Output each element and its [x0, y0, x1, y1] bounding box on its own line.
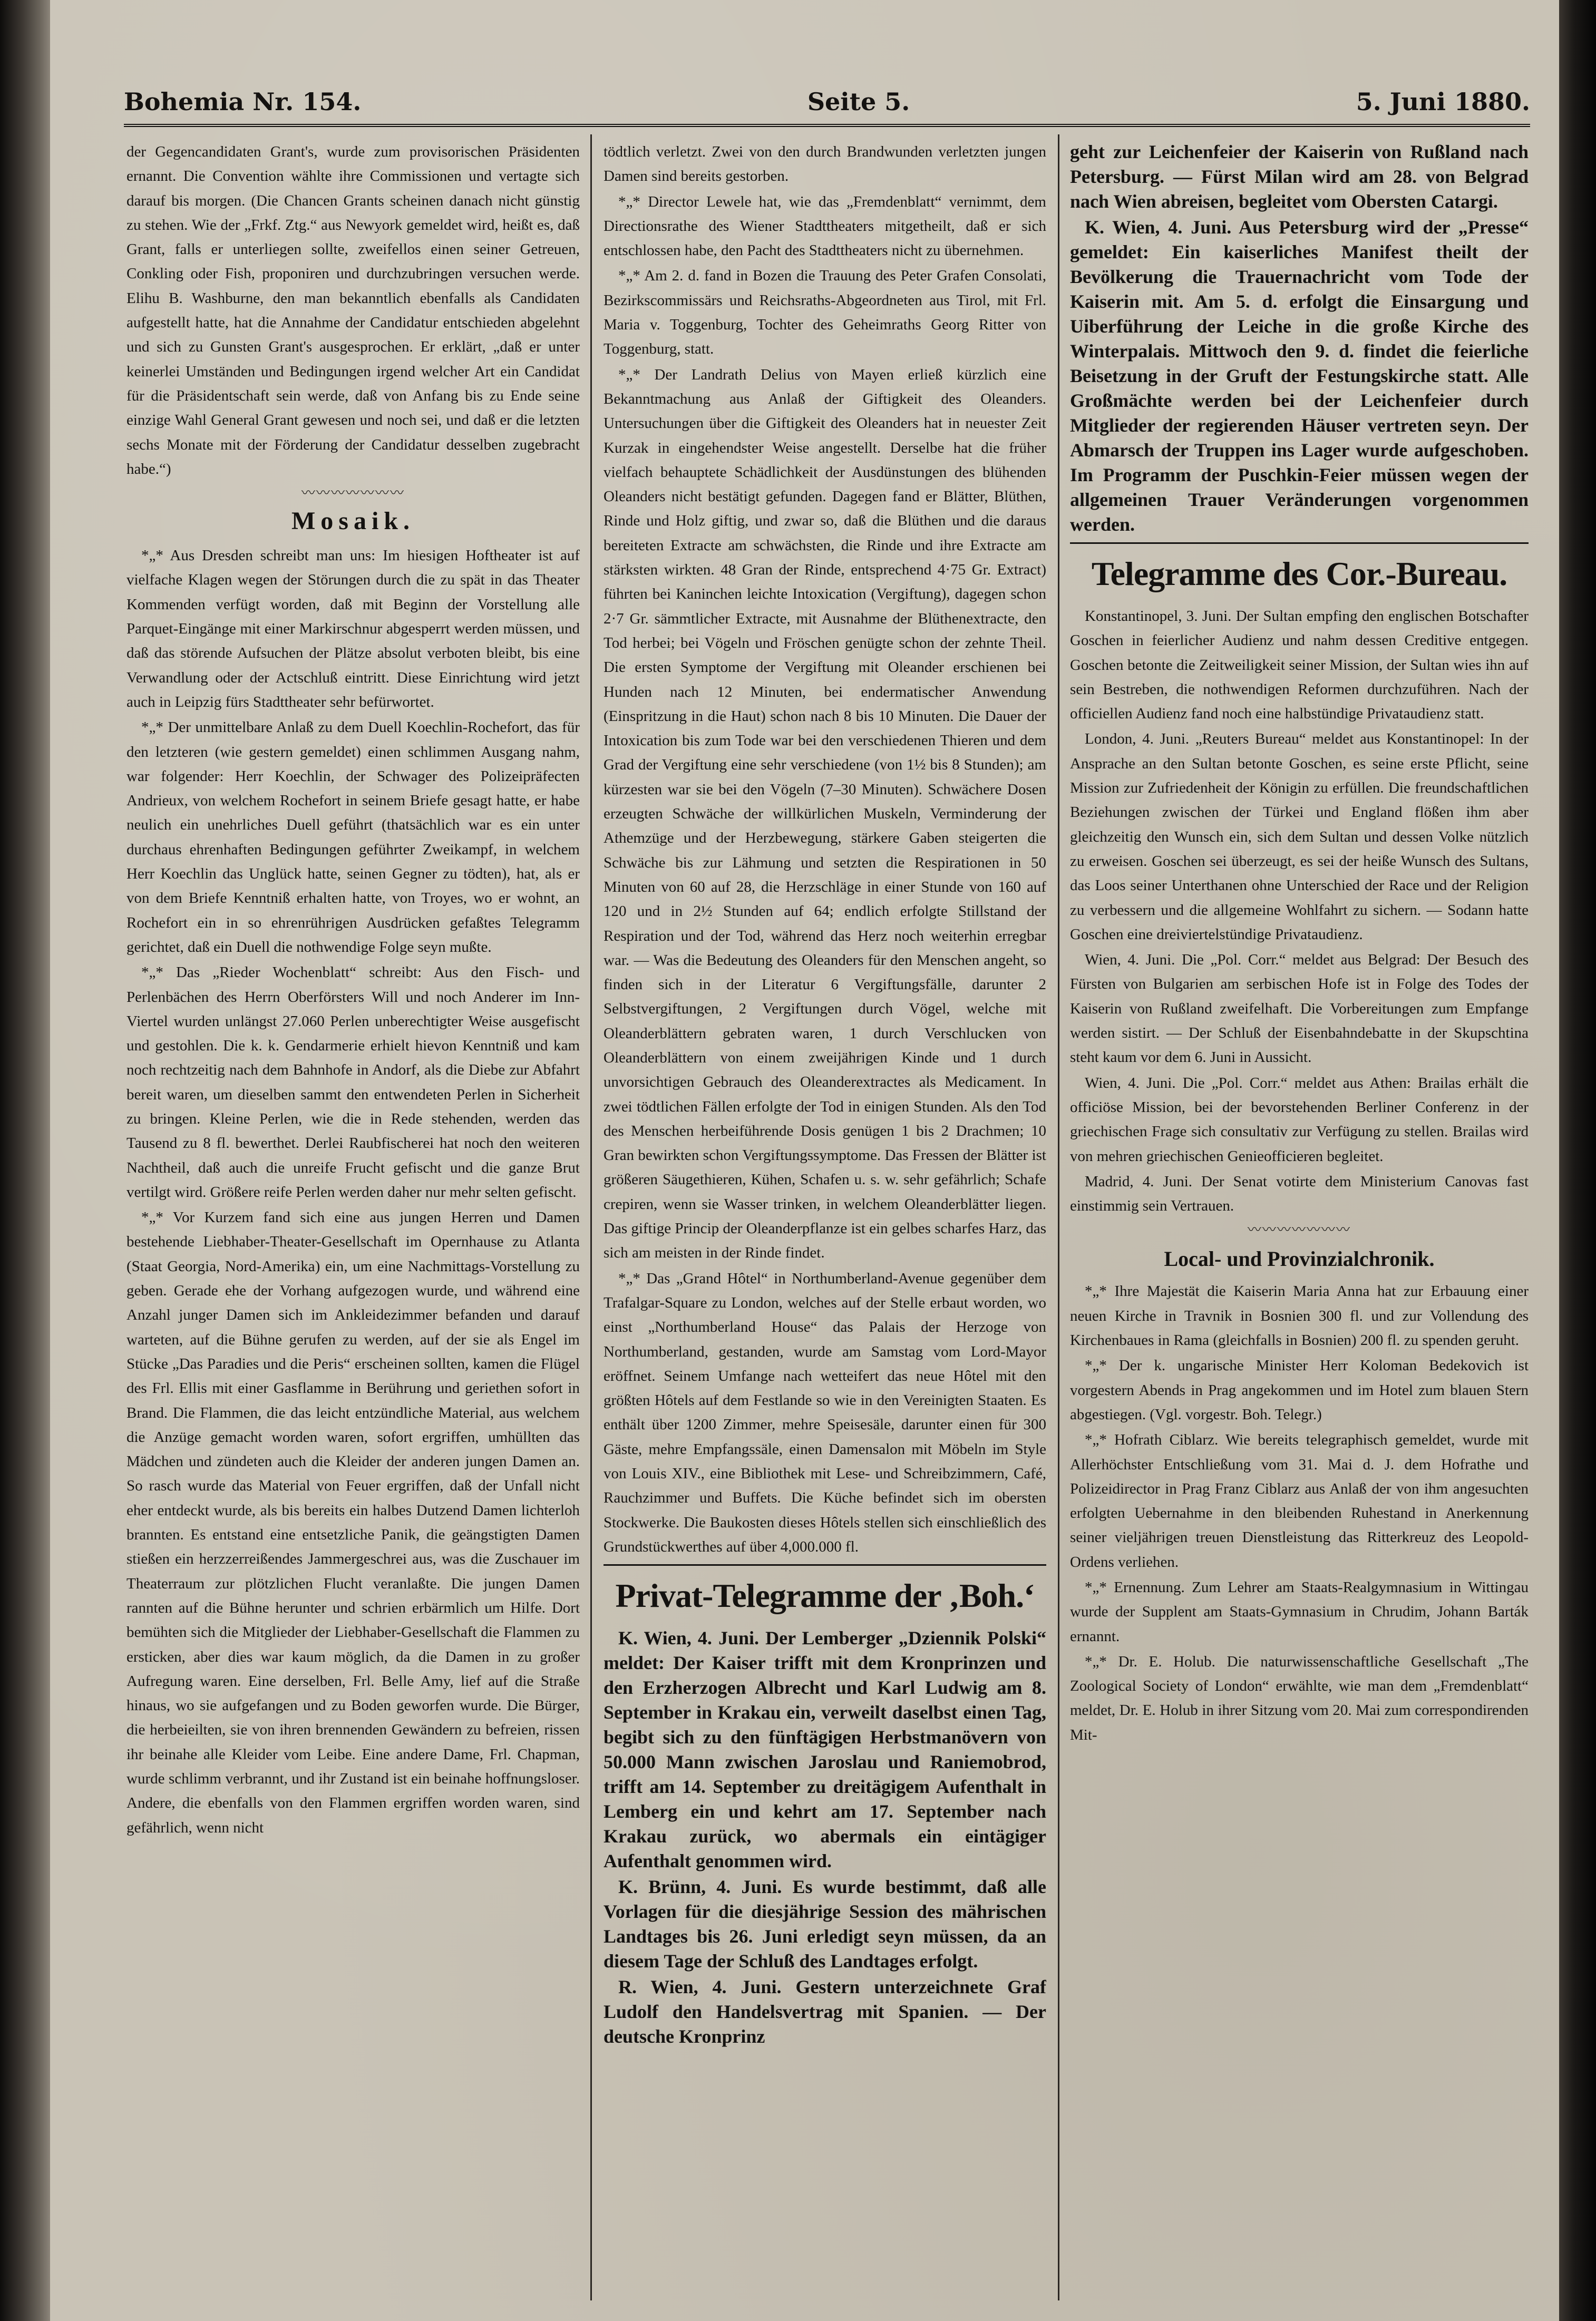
article-trauung-bozen: *„* Am 2. d. fand in Bozen die Trauung des Peter Grafen Consolati, Bezirkscommissärs und Reichsraths-Abgeordneten aus Tirol, mit Frl. Maria v. Toggenburg, Tochter des Geheimraths Georg Ritter von Toggenburg, statt.: [604, 267, 1046, 358]
article-grand-hotel: *„* Das „Grand Hôtel“ in Northumberland-Avenue gegenüber dem Trafalgar-Square zu London, welches auf der Stelle erbaut worden, wo einst „Northumberland House“ das Palais der Herzoge von Northumberland, gestanden, wurde am Samstag vom Lord-Mayor eröffnet. Seinem Umfange nach wetteifert das neue Hôtel mit den größten Hôtels auf dem Festlande so wie in den Vereinigten Staaten. Es enthält über 1200 Zimmer, mehre Speisesäle, darunter einen für 300 Gäste, mehre Empfangssäle, einen Damensalon mit Möbeln im Style von Louis XIV., eine Bibliothek mit Lese- und Schreibzimmern, Café, Rauchzimmer und Buffets. Die Küche befindet sich im obersten Stockwerke. Die Baukosten dieses Hôtels stellen sich einschließlich des Grundstückwerthes auf über 4,000.000 fl.: [604, 1270, 1046, 1555]
publication-issue: Bohemia Nr. 154.: [124, 87, 362, 116]
article-dresden-theater: *„* Aus Dresden schreibt man uns: Im hiesigen Hoftheater ist auf vielfache Klagen wegen der Störungen durch die zu spät in das Theater Kommenden verfügt worden, daß mit Beginn der Vorstellung alle Parquet-Eingänge mit einer Markirschnur abgesperrt werden müssen, und daß das störende Aufsuchen der Plätze absolut verboten bleibt, bis eine Verwandlung oder der Actschluß eintritt. Diese Einrichtung wird jetzt auch in Leipzig fürs Stadttheater sehr befürwortet.: [126, 547, 580, 710]
local-kaiserin-spende: *„* Ihre Majestät die Kaiserin Maria Anna hat zur Erbauung einer neuen Kirche in Travnik in Bosnien 300 fl. und zur Vollendung des Kirchenbaues in Rama (gleichfalls in Bosnien) 200 fl. zu spenden geruht.: [1070, 1283, 1529, 1349]
ornament-divider: 〰〰〰〰〰〰〰: [1247, 1222, 1351, 1238]
section-title-mosaik: Mosaik.: [291, 507, 415, 535]
column-2: [604, 140, 1046, 2293]
telegram-wien-athen: Wien, 4. Juni. Die „Pol. Corr.“ meldet aus Athen: Brailas erhält die officiöse Mission, bei der bevorstehenden Berliner Conferenz in der griechischen Frage sich consultativ zur Verfügung zu stellen. Brailas wird von mehren griechischen Genieofficieren begleitet.: [1070, 1074, 1529, 1165]
telegram-madrid: Madrid, 4. Juni. Der Senat votirte dem Ministerium Canovas fast einstimmig sein Vertrauen.: [1070, 1173, 1529, 1215]
column-1: [126, 140, 580, 2293]
section-rule: [604, 1564, 1046, 1566]
telegram-wien-belgrad: Wien, 4. Juni. Die „Pol. Corr.“ meldet aus Belgrad: Der Besuch des Fürsten von Bulgarien am serbischen Hofe ist in Folge des Todes der Kaiserin von Rußland zweifelhaft. Die Vorbereitungen zum Empfange werden sistirt. — Der Schluß der Eisenbahndebatte in der Skupschtina steht kaum vor dem 6. Juni in Aussicht.: [1070, 951, 1529, 1066]
heading-privat-telegramme: Privat-Telegramme der ‚Boh.‘: [615, 1577, 1035, 1615]
scan-edge-left: [0, 0, 50, 2321]
telegram-wien-krakau: K. Wien, 4. Juni. Der Lemberger „Dziennik Polski“ meldet: Der Kaiser trifft mit dem Kronprinzen und den Erzherzogen Albrecht und Karl Ludwig am 8. September in Krakau ein, verweilt daselbst einen Tag, begibt sich zu den fünftägigen Herbstmanövern von 50.000 Mann zwischen Jaroslau und Raniemobrod, trifft am 14. September zu dreitägigem Aufenthalt in Lemberg ein und kehrt am 17. September nach Krakau zurück, wo abermals ein eintägiger Aufenthalt genommen wird.: [604, 1627, 1046, 1872]
telegram-konstantinopel: Konstantinopel, 3. Juni. Der Sultan empfing den englischen Botschafter Goschen in feierlicher Audienz und nahm dessen Creditive entgegen. Goschen betonte die Zeitweiligkeit seiner Mission, der Sultan wies ihn auf sein Bestreben, die nothwendigen Reformen durchzuführen. Nach der officiellen Audienz fand noch eine halbstündige Privataudienz statt.: [1070, 608, 1529, 723]
page-header: [124, 79, 1530, 127]
local-ernennung: *„* Ernennung. Zum Lehrer am Staats-Realgymnasium in Wittingau wurde der Supplent am Staats-Gymnasium in Chrudim, Johann Barták ernannt.: [1070, 1578, 1529, 1645]
page-number: Seite 5.: [807, 87, 910, 116]
column-rule-2: [1058, 134, 1059, 2300]
section-rule: [1070, 542, 1529, 544]
publication-date: 5. Juni 1880.: [1356, 87, 1530, 116]
scan-edge-right: [1559, 0, 1596, 2321]
local-minister-bedekovich: *„* Der k. ungarische Minister Herr Koloman Bedekovich ist vorgestern Abends in Prag angekommen und im Hotel zum blauen Stern abgestiegen. (Vgl. vorgestr. Boh. Telegr.): [1070, 1357, 1529, 1423]
article-grant-convention: der Gegencandidaten Grant's, wurde zum provisorischen Präsidenten ernannt. Die Convention wählte ihre Commissionen und vertagte sich darauf bis morgen. (Die Chancen Grants scheinen danach nicht günstig zu stehen. Wie der „Frkf. Ztg.“ aus Newyork gemeldet wird, heißt es, daß Grant, falls er unterliegen sollte, zweifellos einen seiner Getreuen, Conkling oder Fish, proponiren und durchzubringen versuchen werde. Elihu B. Washburne, den man bekanntlich ebenfalls als Candidaten aufgestellt hatte, hat die Annahme der Candidatur entschieden abgelehnt und sich zu Gunsten Grant's ausgesprochen. Er erklärt, „daß er unter keinerlei Umständen und Bedingungen irgend welcher Art ein Candidat für die Präsidentschaft sein werde, daß von Anfang bis zu Ende seine einzige Wahl General Grant gewesen und noch sei, und daß er die letzten sechs Monate mit der Förderung der Candidatur desselben zugebracht habe.“): [126, 143, 580, 477]
ornament-divider: 〰〰〰〰〰〰〰: [301, 485, 405, 501]
local-dr-holub: *„* Dr. E. Holub. Die naturwissenschaftliche Gesellschaft „The Zoological Society of London“ erwählte, wie man dem „Fremdenblatt“ meldet, Dr. E. Holub in ihrer Sitzung vom 20. Mai zum correspondirenden Mit-: [1070, 1653, 1529, 1743]
telegram-leichenfeier: geht zur Leichenfeier der Kaiserin von Rußland nach Petersburg. — Fürst Milan wird am 28. von Belgrad nach Wien abreisen, begleitet vom Obersten Catargi.: [1070, 141, 1529, 212]
article-director-lewele: *„* Director Lewele hat, wie das „Fremdenblatt“ vernimmt, dem Directionsrathe des Wiener Stadttheaters mitgetheilt, daß er sich entschlossen habe, den Pacht des Stadttheaters nicht zu übernehmen.: [604, 193, 1046, 259]
telegram-petersburg: K. Wien, 4. Juni. Aus Petersburg wird der „Presse“ gemeldet: Ein kaiserliches Manifest theilt der Bevölkerung die Trauernachricht vom Tode der Kaiserin mit. Am 5. d. erfolgt die Einsargung und Uiberführung der Leiche in die große Kirche des Winterpalais. Mittwoch den 9. d. findet die feierliche Beisetzung in der Gruft der Festungskirche statt. Alle Großmächte werden bei der Leichenfeier durch Mitglieder der regierenden Häuser vertreten seyn. Der Abmarsch der Truppen ins Lager wurde aufgeschoben. Im Programm der Puschkin-Feier müssen wegen der allgemeinen Trauer Veränderungen vorgenommen werden.: [1070, 217, 1529, 535]
telegram-wien-spanien: R. Wien, 4. Juni. Gestern unterzeichnete Graf Ludolf den Handelsvertrag mit Spanien. — Der deutsche Kronprinz: [604, 1976, 1046, 2047]
telegram-bruenn: K. Brünn, 4. Juni. Es wurde bestimmt, daß alle Vorlagen für die diesjährige Session des mährischen Landtages bis 26. Juni erledigt seyn müssen, da an diesem Tage der Schluß des Landtages erfolgt.: [604, 1876, 1046, 1972]
heading-localchronik: Local- und Provinzialchronik.: [1164, 1247, 1435, 1271]
telegram-london: London, 4. Juni. „Reuters Bureau“ meldet aus Konstantinopel: In der Ansprache an den Sultan betonte Goschen, es seine erste Pflicht, seine Mission zur Zufriedenheit der Königin zu erfüllen. Die freundschaftlichen Beziehungen zwischen der Türkei und England flößen ihm aber gleichzeitig den Wunsch ein, sich dem Sultan und dessen Volke nützlich zu erweisen. Goschen sei überzeugt, es sei der heiße Wunsch des Sultans, das Loos seiner Unterthanen ohne Unterschied der Race und der Religion zu verbessern und die allgemeine Wohlfahrt zu sichern. — Sodann hatte Goschen eine dreiviertelstündige Privataudienz.: [1070, 730, 1529, 943]
article-perlen: *„* Das „Rieder Wochenblatt“ schreibt: Aus den Fisch- und Perlenbächen des Herrn Oberförsters Will und noch Anderer im Inn-Viertel wurden unlängst 27.060 Perlen unberechtigter Weise ausgefischt und gestohlen. Die k. k. Gendarmerie erhielt hievon Kenntniß und kam noch rechtzeitig nach dem Bahnhofe in Andorf, als die Diebe zur Abfahrt bereit waren, um dieselben sammt den entwendeten Perlen in Sicherheit zu bringen. Kleine Perlen, wie die in Rede stehenden, werden das Tausend zu 8 fl. bewerthet. Derlei Raubfischerei hat noch den weiteren Nachtheil, daß auch die unreife Frucht gefischt und die ganze Brut vertilgt wird. Größere reife Perlen werden daher nur mehr selten gefischt.: [126, 964, 580, 1201]
article-duel-koechlin: *„* Der unmittelbare Anlaß zu dem Duell Koechlin-Rochefort, das für den letzteren (wie gestern gemeldet) einen schlimmen Ausgang nahm, war folgender: Herr Koechlin, der Schwager des Polizeipräfecten Andrieux, von welchem Rochefort in seinem Briefe gesagt hatte, er habe neulich ein unehrliches Duell geführt (thatsächlich war es ein unter durchaus ehrenhaften Bedingungen geführter Zweikampf, in welchem Herr Koechlin das Unglück hatte, seinen Gegner zu tödten), hat, als er von dem Briefe Kenntniß erhalten hatte, von Troyes, wo er wohnt, an Rochefort ein in so ehrenrührigen Ausdrücken gefaßtes Telegramm gerichtet, daß ein Duell die nothwendige Folge seyn mußte.: [126, 719, 580, 955]
column-3: [1070, 140, 1529, 2293]
newspaper-page: [50, 0, 1559, 2321]
column-rule-1: [590, 134, 592, 2300]
article-atlanta-fire-cont: tödtlich verletzt. Zwei von den durch Brandwunden verletzten jungen Damen sind bereits gestorben.: [604, 143, 1046, 185]
heading-cor-bureau: Telegramme des Cor.-Bureau.: [1091, 555, 1507, 592]
local-hofrath-ciblarz: *„* Hofrath Ciblarz. Wie bereits telegraphisch gemeldet, wurde mit Allerhöchster Entschließung vom 31. Mai d. J. dem Hofrathe und Polizeidirector in Prag Franz Ciblarz aus Anlaß der von ihm angesuchten erfolgten Uebernahme in den bleibenden Ruhestand in Anerkennung seiner vieljährigen treuen Dienstleistung das Ritterkreuz des Leopold-Ordens verliehen.: [1070, 1431, 1529, 1571]
article-atlanta-fire: *„* Vor Kurzem fand sich eine aus jungen Herren und Damen bestehende Liebhaber-Theater-Gesellschaft im Opernhause zu Atlanta (Staat Georgia, Nord-Amerika) ein, um eine Nachmittags-Vorstellung zu geben. Gerade ehe der Vorhang aufgezogen wurde, und während eine Anzahl junger Damen sich im Ankleidezimmer befanden und darauf warteten, auf die Bühne gerufen zu werden, auf der sie als Engel im Stücke „Das Paradies und die Peris“ erscheinen sollten, kamen die Flügel des Frl. Ellis mit einer Gasflamme in Berührung und geriethen sofort in Brand. Die Flammen, die das leicht entzündliche Material, aus welchem die Anzüge gemacht worden waren, sofort ergriffen, umhüllten das Mädchen und zündeten auch die Kleider der anderen jungen Damen an. So rasch wurde das Material von Feuer ergriffen, daß der Unfall nicht eher entdeckt wurde, als bis bereits ein halbes Dutzend Damen lichterloh brannten. Es entstand eine entsetzliche Panik, die geängstigten Damen stießen ein herzzerreißendes Jammergeschrei aus, was die Zuschauer im Theaterraum zur plötzlichen Flucht veranlaßte. Die jungen Damen rannten auf die Bühne herunter und schrien erbärmlich um Hilfe. Dort bemühten sich die Mitglieder der Liebhaber-Gesellschaft die Flammen zu ersticken, aber dies war kaum möglich, da die Damen in zu großer Aufregung waren. Eine derselben, Frl. Belle Amy, lief auf die Straße hinaus, wo sie aufgefangen und zu Boden geworfen wurde. Die Bürger, die herbeieilten, sie von ihren brennenden Gewändern zu befreien, rissen ihr beinahe alle Kleider vom Leibe. Eine andere Dame, Frl. Chapman, wurde schlimm verbrannt, und ihr Zustand ist ein beinahe hoffnungsloser. Andere, die ebenfalls von den Flammen ergriffen worden waren, sind gefährlich, wenn nicht: [126, 1209, 580, 1836]
article-oleander: *„* Der Landrath Delius von Mayen erließ kürzlich eine Bekanntmachung aus Anlaß der Giftigkeit des Oleanders. Untersuchungen über die Giftigkeit des Oleanders hat in neuester Zeit Kurzak in eingehendster Weise angestellt. Derselbe hat die früher vielfach behauptete Schädlichkeit der Ausdünstungen des blühenden Oleanders nicht bestätigt gefunden. Dagegen fand er Blätter, Blüthen, Rinde und Holz giftig, und zwar so, daß die Blüthen und die daraus bereiteten Extracte am schwächsten, die Rinde und ihre Extracte am stärksten wirkten. 48 Gran der Rinde, entsprechend 4·75 Gr. Extract) führten bei Kaninchen leichte Intoxication (Vergiftung), dagegen schon 2·7 Gr. sämmtlicher Extracte, mit Ausnahme der Blüthenextracte, den Tod herbei; bei Vögeln und Fröschen genügte schon der zehnte Theil. Die ersten Symptome der Vergiftung mit Oleander erschienen bei Hunden nach 12 Minuten, bei endermatischer Anwendung (Einspritzung in die Haut) schon nach 8 bis 10 Minuten. Die Dauer der Intoxication bis zum Tode war bei den verschiedenen Thieren und dem Grad der Vergiftung eine sehr verschiedene (von 1½ bis 8 Stunden); am kürzesten war sie bei den Vögeln (7–30 Minuten). Schwächere Dosen erzeugten Schwäche der willkürlichen Muskeln, Verminderung der Athemzüge und der Herzbewegung, stärkere Gaben steigerten die Schwäche bis zur Lähmung und setzten die Respirationen in 50 Minuten von 60 auf 28, die Herzschläge in einer Stunde von 160 auf 120 und in 2½ Stunden auf 64; endlich erfolgte Stillstand der Respiration und der Tod, während das Herz noch weiterhin erregbar war. — Was die Bedeutung des Oleanders für den Menschen angeht, so finden sich in der Literatur 6 Vergiftungsfälle, darunter 2 Selbstvergiftungen, 2 Vergiftungen durch Vögel, welche mit Oleanderblättern gebraten waren, 1 durch Verschlucken von Oleanderblättern von einem zweijährigen Kinde und 1 durch unvorsichtigen Gebrauch des Oleanderextractes als Medicament. In zwei tödtlichen Fällen erfolgte der Tod in einigen Stunden. Als den Tod des Menschen herbeiführende Dosis genügen 1 bis 2 Drachmen; 10 Gran bewirkten schon Vergiftungssymptome. Das Fressen der Blätter ist größeren Säugethieren, Kühen, Schafen u. s. w. sehr gefährlich; Schafe crepiren, wenn sie Wasser trinken, in welchem Oleanderblätter liegen. Das giftige Princip der Oleanderpflanze ist ein gelbes scharfes Harz, das sich am meisten in der Rinde findet.: [604, 366, 1046, 1262]
